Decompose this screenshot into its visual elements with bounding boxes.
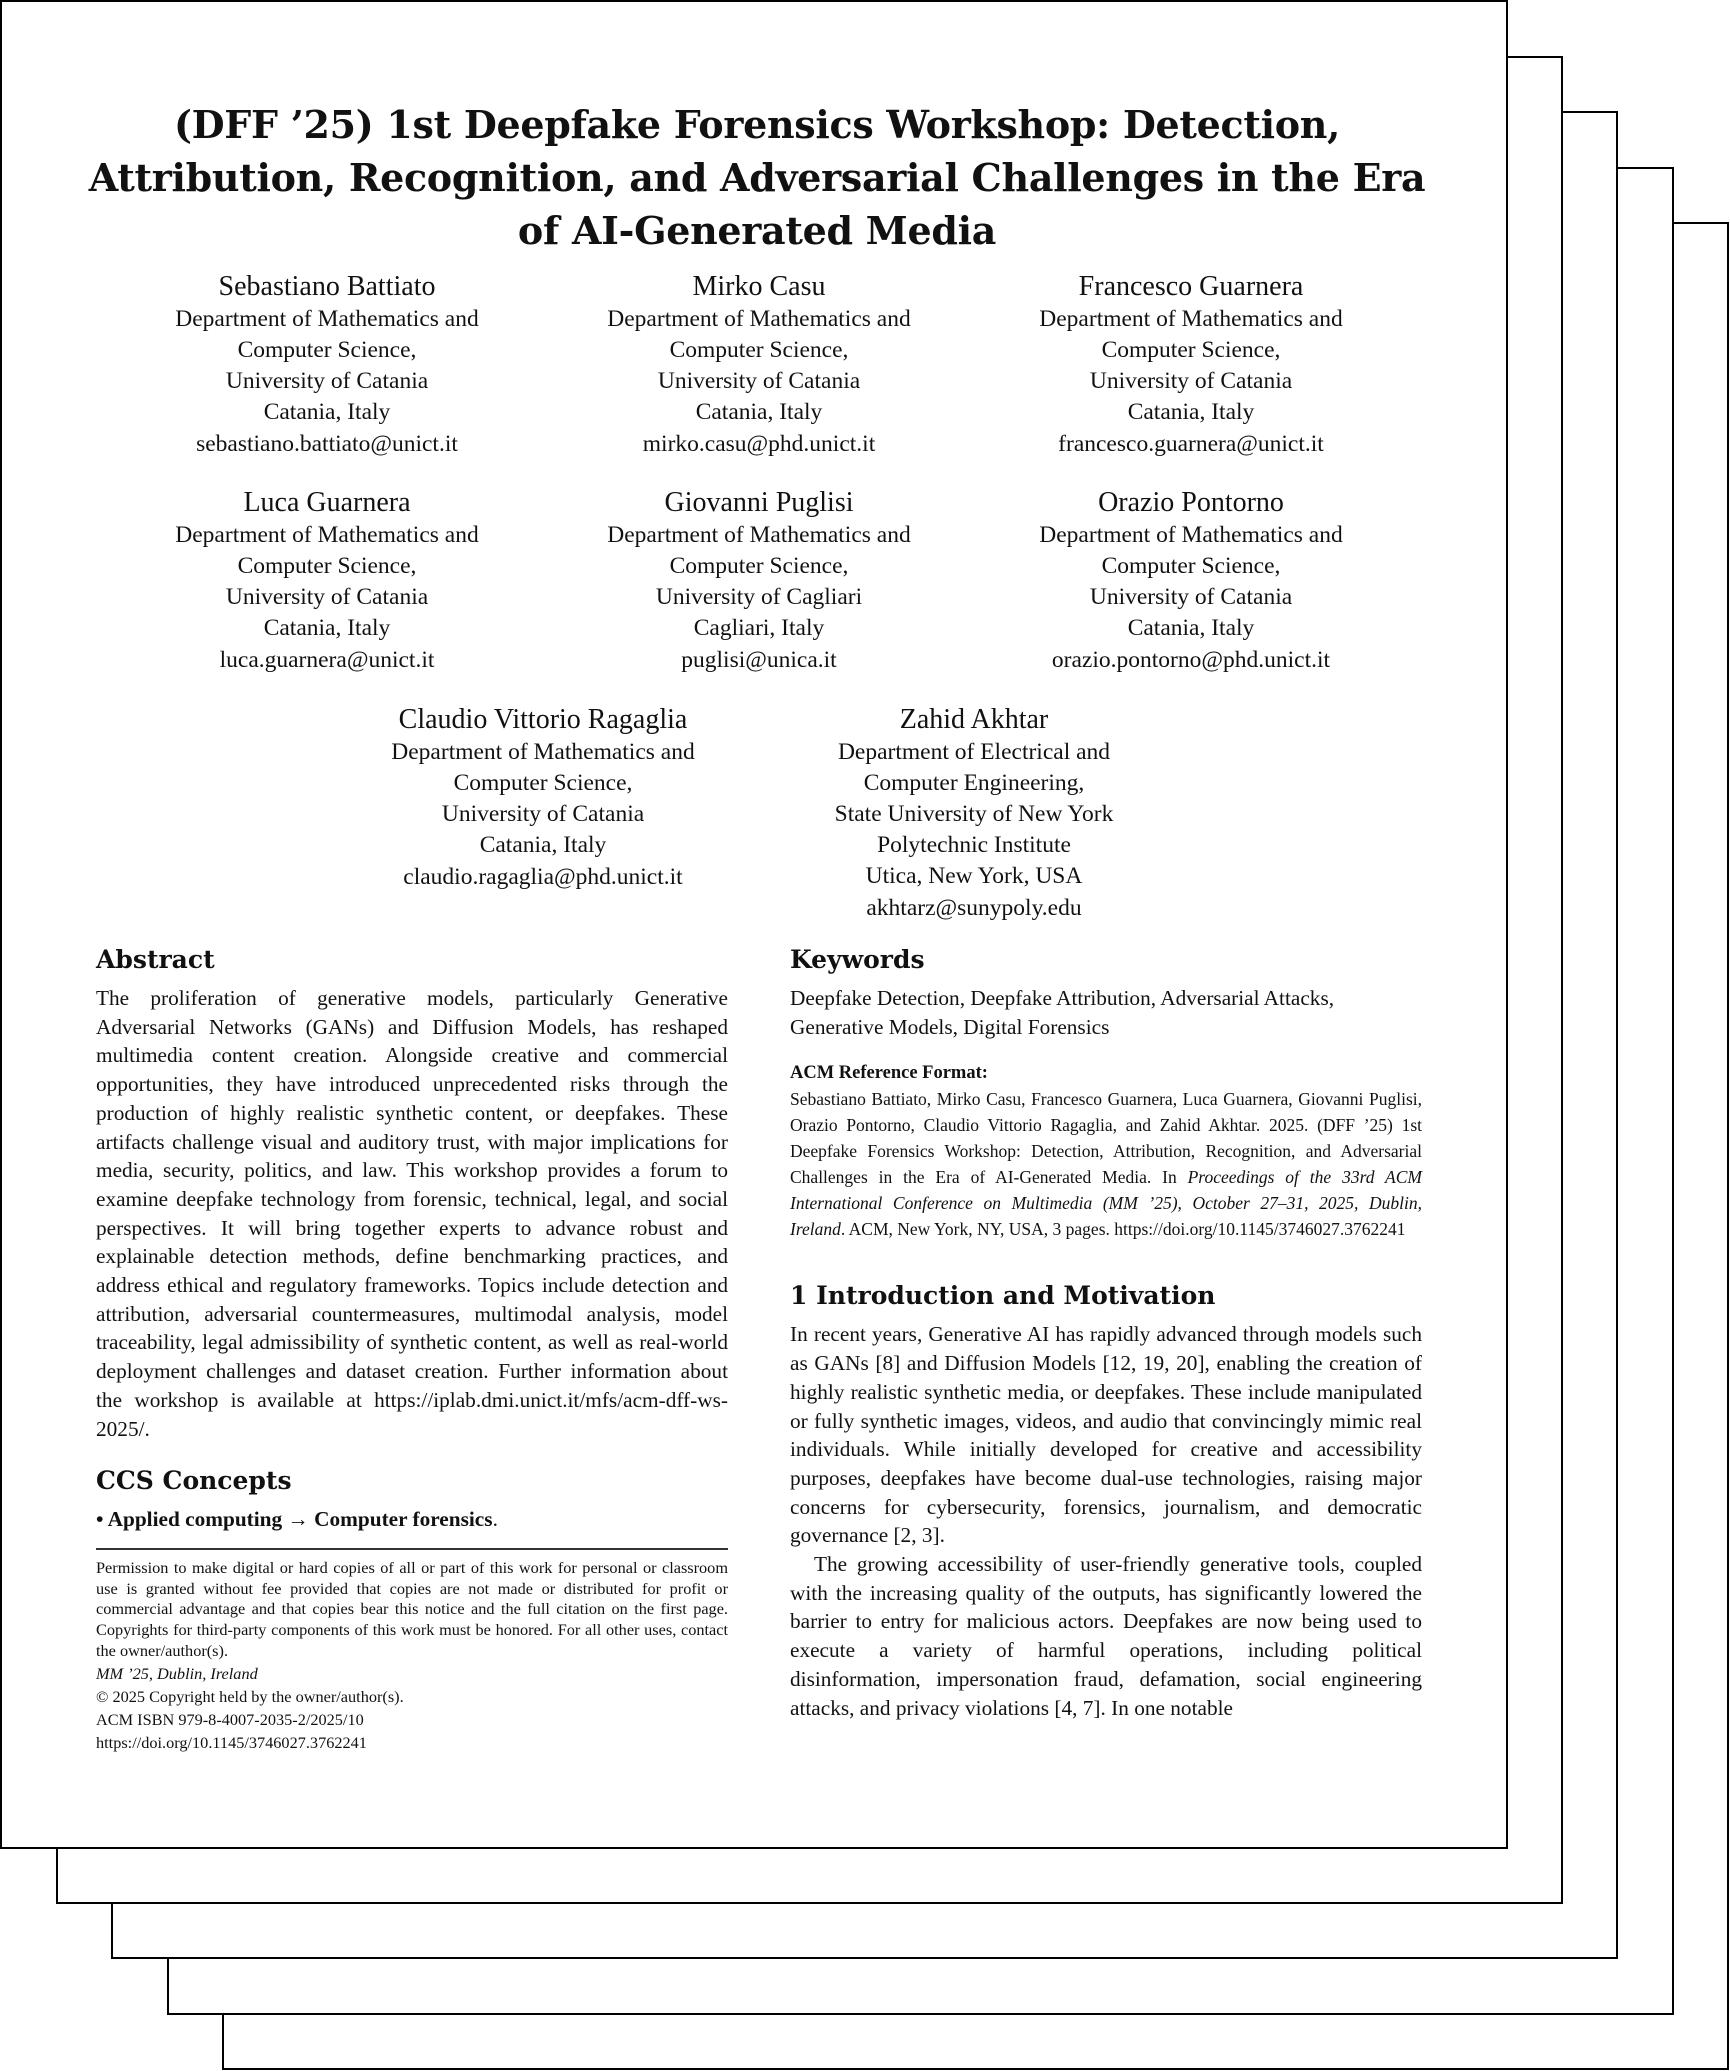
section-1-heading: 1 Introduction and Motivation — [790, 1281, 1216, 1311]
left-column — [96, 944, 728, 1753]
author-name: Orazio Pontorno — [1098, 487, 1284, 518]
abstract-heading: Abstract — [96, 945, 215, 974]
permission-notice: Permission to make digital or hard copies of all or part of this work for personal or classroom use is granted without fee provided that copies are not made or distributed for profit or commercial advantage and that copies bear this notice and the full citation on the first page. Copyrights for third-party components of this work must be honored. For all other uses, contact the owner/author(s). — [96, 1557, 728, 1660]
author-name: Zahid Akhtar — [899, 704, 1049, 735]
author — [976, 486, 1406, 676]
author-name: Luca Guarnera — [243, 487, 411, 518]
author-affiliation: Department of Mathematics and — [1039, 522, 1343, 548]
ccs-concepts — [96, 1505, 728, 1534]
author-affiliation: University of Catania — [225, 368, 429, 394]
paper-title: (DFF ’25) 1st Deepfake Forensics Workshop: Detection, Attribution, Recognition, and Adversarial Challenges in the Era of AI-Generated Media — [88, 102, 1426, 253]
ccs-heading: CCS Concepts — [96, 1466, 292, 1496]
author-email[interactable]: luca.guarnera@unict.it — [219, 647, 435, 673]
author-affiliation: Department of Mathematics and — [607, 522, 911, 548]
copyright: © 2025 Copyright held by the owner/author(s). — [96, 1687, 404, 1707]
venue: MM ’25, Dublin, Ireland — [96, 1664, 258, 1684]
author — [112, 270, 542, 460]
author-affiliation: Catania, Italy — [263, 399, 391, 425]
acm-reference — [790, 1059, 1422, 1242]
author-affiliation: Department of Mathematics and — [1039, 306, 1343, 332]
ccs-concept: • Applied computing → Computer forensics — [96, 1507, 493, 1532]
author-affiliation: Catania, Italy — [479, 832, 607, 858]
author-name: Claudio Vittorio Ragaglia — [398, 704, 688, 735]
author-affiliation: University of Catania — [441, 801, 645, 827]
keywords-heading: Keywords — [790, 945, 925, 974]
keywords-text: Deepfake Detection, Deepfake Attribution, Adversarial Attacks, Generative Models, Digital Forensics — [790, 986, 1335, 1039]
reference-heading: ACM Reference Format: — [790, 1063, 988, 1084]
author-affiliation: State University of New York — [834, 801, 1114, 827]
reference-authors: Sebastiano Battiato, Mirko Casu, Francesco Guarnera, Luca Guarnera, Giovanni Puglisi, Orazio Pontorno, Claudio Vittorio Ragaglia, and Zahid Akhtar. 2025. (DFF ’25) 1st Deepfake Forensics Workshop: Detection, Attribution, Recognition, and Adversarial Challenges in the Era of AI-Generated Media. In — [790, 1089, 1422, 1188]
author — [112, 486, 542, 676]
author-affiliation: Utica, New York, USA — [865, 863, 1083, 889]
author-name: Mirko Casu — [692, 271, 826, 302]
author — [544, 270, 974, 460]
isbn: ACM ISBN 979-8-4007-2035-2/2025/10 — [96, 1709, 364, 1729]
author-name: Sebastiano Battiato — [218, 271, 436, 302]
author — [976, 270, 1406, 460]
abstract-text: The proliferation of generative models, particularly Generative Adversarial Networks (GANs) and Diffusion Models, has reshaped multimedia content creation. Alongside creative and commercial opportunities, they have introduced unprecedented risks through the production of highly realistic synthetic content, or deepfakes. These artifacts challenge visual and auditory trust, with major implications for media, security, politics, and law. This workshop provides a forum to examine deepfake technology from forensic, technical, legal, and social perspectives. It will bring together experts to advance robust and explainable detection methods, define benchmarking practices, and address ethical and regulatory frameworks. Topics include detection and attribution, adversarial countermeasures, multimodal analysis, model traceability, legal admissibility of synthetic content, as well as real-world deployment challenges and dataset creation. Further information about the workshop is available at https://iplab.dmi.unict.it/mfs/acm-dff-ws-2025/. — [96, 986, 728, 1441]
author-affiliation: Catania, Italy — [1127, 399, 1255, 425]
ccs-period: . — [492, 1507, 498, 1532]
author-affiliation: Department of Mathematics and — [607, 306, 911, 332]
right-column — [790, 944, 1422, 1722]
author-affiliation: Computer Science, — [453, 770, 633, 796]
author-affiliation: University of Cagliari — [655, 584, 863, 610]
author-affiliation: Department of Mathematics and — [175, 522, 479, 548]
author-affiliation: Computer Science, — [1101, 553, 1281, 579]
author-email[interactable]: francesco.guarnera@unict.it — [1058, 431, 1324, 457]
author-email[interactable]: mirko.casu@phd.unict.it — [642, 431, 876, 457]
author-affiliation: Department of Mathematics and — [175, 306, 479, 332]
author-email[interactable]: akhtarz@sunypoly.edu — [866, 895, 1082, 921]
author — [544, 486, 974, 676]
author-affiliation: Cagliari, Italy — [693, 615, 825, 641]
author-name: Giovanni Puglisi — [664, 487, 854, 518]
reference-tail: . ACM, New York, NY, USA, 3 pages. https://doi.org/10.1145/3746027.3762241 — [840, 1219, 1406, 1240]
author-affiliation: University of Catania — [225, 584, 429, 610]
author-affiliation: Computer Science, — [669, 337, 849, 363]
author-affiliation: University of Catania — [657, 368, 861, 394]
author-affiliation: Department of Electrical and — [837, 739, 1111, 765]
author-email[interactable]: puglisi@unica.it — [681, 647, 837, 673]
author-affiliation: University of Catania — [1089, 368, 1293, 394]
author-affiliation: Computer Science, — [237, 553, 417, 579]
author — [759, 703, 1189, 924]
author-affiliation: Computer Engineering, — [863, 770, 1085, 796]
author-affiliation: University of Catania — [1089, 584, 1293, 610]
section-1-paragraph-2: The growing accessibility of user-friendly generative tools, coupled with the increasing quality of the outputs, has significantly lowered the barrier to entry for malicious actors. Deepfakes are now being used to execute a variety of harmful operations, including political disinformation, impersonation fraud, defamation, social engineering attacks, and privacy violations [4, 7]. In one notable — [790, 1552, 1422, 1720]
author-email[interactable]: claudio.ragaglia@phd.unict.it — [403, 864, 683, 890]
author-affiliation: Catania, Italy — [263, 615, 391, 641]
author-affiliation: Computer Science, — [237, 337, 417, 363]
author-name: Francesco Guarnera — [1078, 271, 1304, 302]
author-affiliation: Computer Science, — [1101, 337, 1281, 363]
footnote-doi-link[interactable]: https://doi.org/10.1145/3746027.3762241 — [96, 1732, 367, 1752]
author-affiliation: Department of Mathematics and — [391, 739, 695, 765]
author-affiliation: Computer Science, — [669, 553, 849, 579]
section-1-paragraph-1: In recent years, Generative AI has rapidly advanced through models such as GANs [8] and Diffusion Models [12, 19, 20], enabling the creation of highly realistic synthetic media, or deepfakes. These include manipulated or fully synthetic images, videos, and audio that convincingly mimic real individuals. While initially developed for creative and accessibility purposes, deepfakes have become dual-use technologies, raising major concerns for cybersecurity, forensics, journalism, and democratic governance [2, 3]. — [790, 1322, 1422, 1548]
author-affiliation: Catania, Italy — [1127, 615, 1255, 641]
reference-proceedings: Proceedings of the 33rd ACM International Conference on Multimedia (MM ’25), October 27–31, 2025, Dublin, Ireland — [790, 1167, 1422, 1240]
author — [328, 703, 758, 893]
author-email[interactable]: orazio.pontorno@phd.unict.it — [1051, 647, 1331, 673]
author-email[interactable]: sebastiano.battiato@unict.it — [196, 431, 458, 457]
footnote-divider — [96, 1548, 728, 1550]
author-affiliation: Catania, Italy — [695, 399, 823, 425]
author-affiliation: Polytechnic Institute — [877, 832, 1071, 858]
